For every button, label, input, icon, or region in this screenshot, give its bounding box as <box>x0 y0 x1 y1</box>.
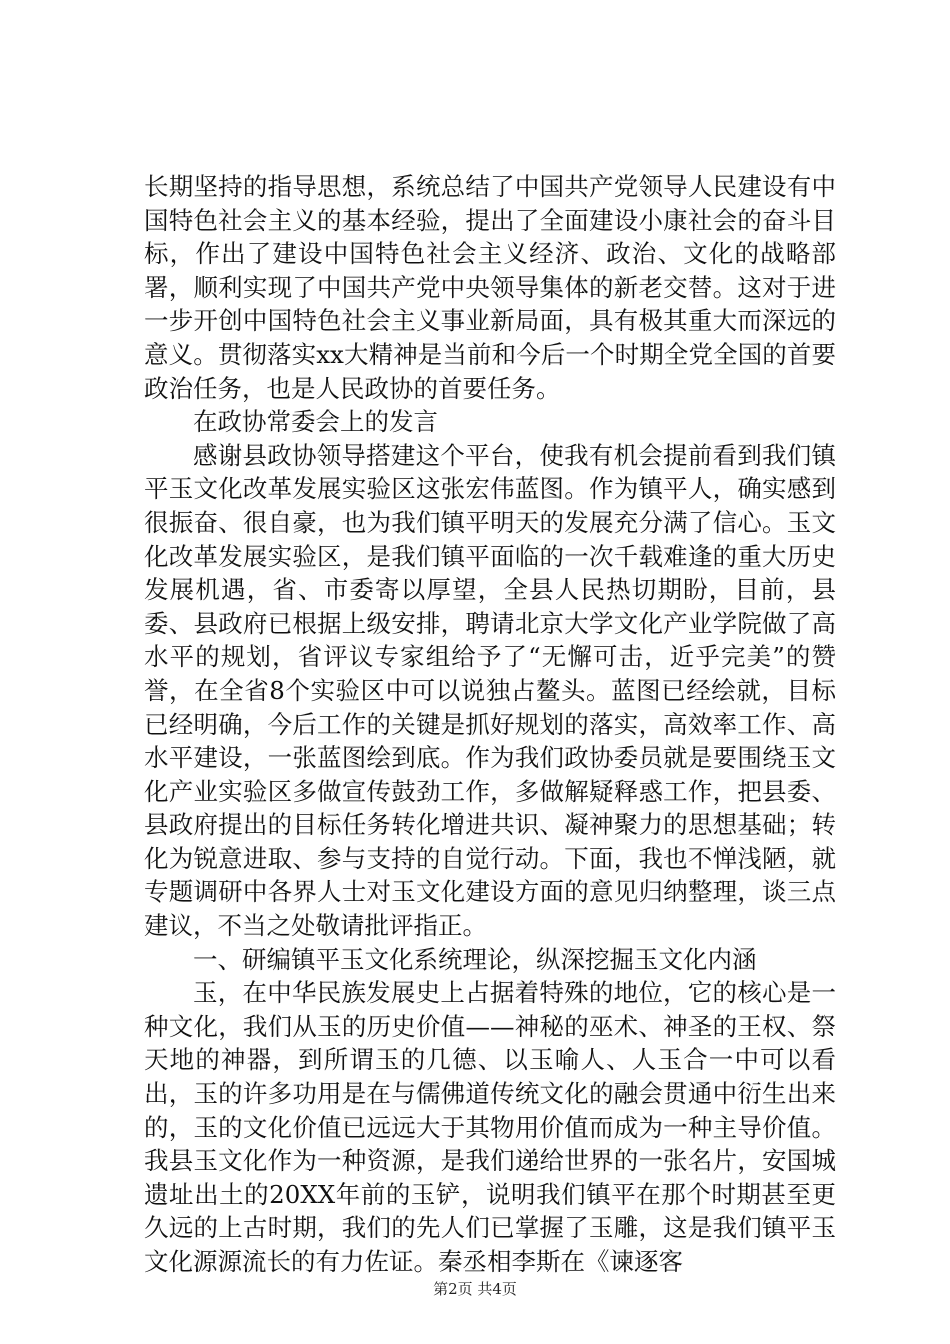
speech-title: 在政协常委会上的发言 <box>193 407 438 437</box>
section-heading-one: 一、研编镇平玉文化系统理论，纵深挖掘玉文化内涵 <box>193 944 757 974</box>
document-body <box>144 170 836 1279</box>
paragraph-jade: 玉，在中华民族发展史上占据着特殊的地位，它的核心是一种文化，我们从玉的历史价值——神秘的巫术、神圣的王权、祭天地的神器，到所谓玉的几德、以玉喻人、人玉合一中可以看出，玉的许多功用是在与儒佛道传统文化的融会贯通中衍生出来的，玉的文化价值已远远大于其物用价值而成为一种主导价值。我县玉文化作为一种资源，是我们递给世界的一张名片，安国城遗址出土的20XX年前的玉铲，说明我们镇平在那个时期甚至更久远的上古时期，我们的先人们已掌握了玉雕，这是我们镇平玉文化源源流长的有力佐证。秦丞相李斯在《谏逐客 <box>144 978 836 1276</box>
paragraph-thanks: 感谢县政协领导搭建这个平台，使我有机会提前看到我们镇平玉文化改革发展实验区这张宏伟蓝图。作为镇平人，确实感到很振奋、很自豪，也为我们镇平明天的发展充分满了信心。玉文化改革发展实验区，是我们镇平面临的一次千载难逢的重大历史发展机遇，省、市委寄以厚望，全县人民热切期盼，目前，县委、县政府已根据上级安排，聘请北京大学文化产业学院做了高水平的规划，省评议专家组给予了“无懈可击，近乎完美”的赞誉，在全省8个实验区中可以说独占鳌头。蓝图已经绘就，目标已经明确，今后工作的关键是抓好规划的落实，高效率工作、高水平建设，一张蓝图绘到底。作为我们政协委员就是要围绕玉文化产业实验区多做宣传鼓劲工作，多做解疑释惑工作，把县委、县政府提出的目标任务转化增进共识、凝神聚力的思想基础；转化为锐意进取、参与支持的自觉行动。下面，我也不惮浅陋，就专题调研中各界人士对玉文化建设方面的意见归纳整理，谈三点建议，不当之处敬请批评指正。 <box>144 440 836 941</box>
paragraph-continued: 长期坚持的指导思想，系统总结了中国共产党领导人民建设有中国特色社会主义的基本经验，提出了全面建设小康社会的奋斗目标，作出了建设中国特色社会主义经济、政治、文化的战略部署，顺利实现了中国共产党中央领导集体的新老交替。这对于进一步开创中国特色社会主义事业新局面，具有极其重大而深远的意义。贯彻落实xx大精神是当前和今后一个时期全党全国的首要政治任务，也是人民政协的首要任务。 <box>144 172 836 403</box>
page-footer: 第2页 共4页 <box>433 1280 517 1298</box>
